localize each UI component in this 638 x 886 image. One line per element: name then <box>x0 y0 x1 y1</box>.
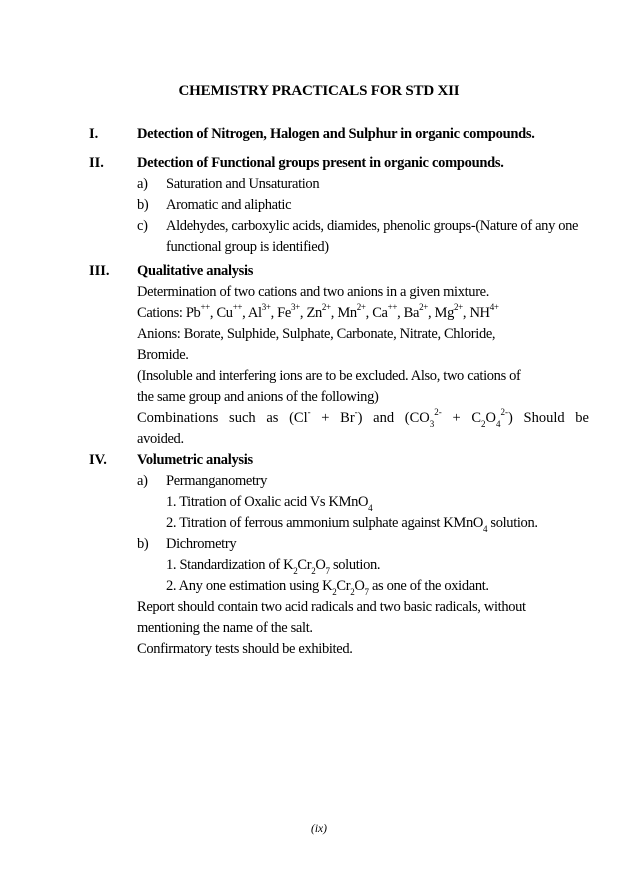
sub-item: 2. Titration of ferrous ammonium sulphate against KMnO$_4$ solution. <box>166 515 538 534</box>
ion-list: Pb++, Cu++, $Al^{3+}$, $Fe^{3+}$, $Zn^{2+}$, $Mn^{2+}$, Ca++, $Ba^{2+}$, $Mg^{2+}$, $NH^{4+}$ <box>185 302 499 321</box>
list-item <box>137 471 589 492</box>
list-text: Aldehydes, carboxylic acids, diamides, phenolic groups-(Nature of any one functional group is identified) <box>166 218 579 255</box>
ion: $NH^{4+}$ <box>469 302 499 321</box>
section-heading: Qualitative analysis <box>137 263 254 279</box>
section-heading: Detection of Nitrogen, Halogen and Sulphur in organic compounds. <box>137 126 535 142</box>
list-item <box>137 216 589 258</box>
page-title: CHEMISTRY PRACTICALS FOR STD XII <box>178 83 460 99</box>
list-label: c) <box>137 218 148 234</box>
note-line-cont: the same group and anions of the following) <box>137 389 379 405</box>
ion: $Ba^{2+}$ <box>403 302 428 321</box>
list-label: a) <box>137 473 148 489</box>
cations-label: Cations: <box>137 305 183 321</box>
list-label: b) <box>137 197 149 213</box>
ion: Cu++ <box>216 302 243 321</box>
list-text: Saturation and Unsaturation <box>166 176 320 192</box>
section-number: III. <box>89 263 110 279</box>
sub-item: 2. Any one estimation using $K_2Cr_2O_7$ as one of the oxidant. <box>166 578 489 597</box>
cations-line <box>137 303 589 324</box>
section-heading: Volumetric analysis <box>137 452 253 468</box>
ion: $Zn^{2+}$ <box>306 302 331 321</box>
anions-line-cont: Bromide. <box>137 347 189 363</box>
combinations-line-cont: avoided. <box>137 431 184 447</box>
determination-text: Determination of two cations and two anions in a given mixture. <box>137 284 490 300</box>
section-number: IV. <box>89 452 107 468</box>
section-number: I. <box>89 126 99 142</box>
ion: Pb++ <box>185 302 210 321</box>
report-line: Report should contain two acid radicals and two basic radicals, without <box>137 599 526 615</box>
ion: $Mn^{2+}$ <box>337 302 366 321</box>
list-item <box>137 195 589 216</box>
anions-line: Anions: Borate, Sulphide, Sulphate, Carbonate, Nitrate, Chloride, <box>137 326 496 342</box>
section-heading: Detection of Functional groups present in organic compounds. <box>137 155 504 171</box>
page-number: (ix) <box>311 823 327 835</box>
ion: $Mg^{2+}$ <box>434 302 463 321</box>
list-item <box>137 174 589 195</box>
ion: $Fe^{3+}$ <box>277 302 300 321</box>
section-number: II. <box>89 155 104 171</box>
note-line: (Insoluble and interfering ions are to be excluded. Also, two cations of <box>137 368 521 384</box>
ion: $Al^{3+}$ <box>247 302 271 321</box>
confirmatory-line: Confirmatory tests should be exhibited. <box>137 641 353 657</box>
ion: Ca++ <box>372 302 398 321</box>
sub-item: 1. Standardization of $K_2Cr_2O_7$ solution. <box>166 557 381 576</box>
list-text: Dichrometry <box>166 536 237 552</box>
list-text: Aromatic and aliphatic <box>166 197 292 213</box>
report-line-cont: mentioning the name of the salt. <box>137 620 313 636</box>
sub-item: 1. Titration of Oxalic acid Vs KMnO$_4$ <box>166 494 373 513</box>
list-text: Permanganometry <box>166 473 268 489</box>
list-label: a) <box>137 176 148 192</box>
list-label: b) <box>137 536 149 552</box>
combinations-line: Combinations such as (Cl- + Br-) and $(CO_3^{2-} + C_2O_4^{2-})$ Should be <box>137 407 589 429</box>
list-item <box>137 534 589 555</box>
